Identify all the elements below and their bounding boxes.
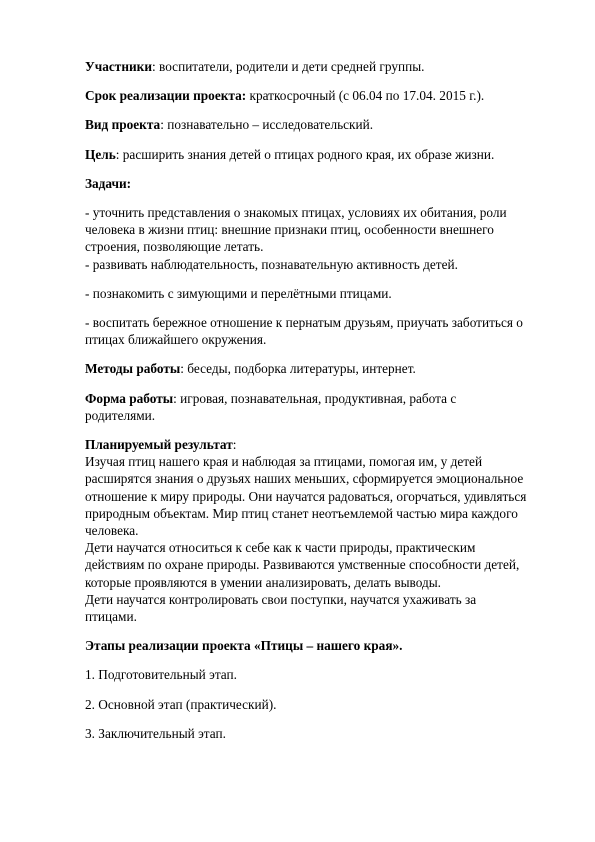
term-label: Срок реализации проекта: (85, 88, 247, 104)
task-item-1 (85, 204, 555, 256)
result-line: действиям по охране природы. Развиваются умственные способности детей, (85, 557, 520, 573)
result-label: Планируемый результат (85, 437, 233, 453)
task-item-1-line: строения, позволяющие летать. (85, 239, 264, 255)
type-label: Вид проекта (85, 117, 161, 133)
task-item-4-line: птицах ближайшего окружения. (85, 332, 267, 348)
result-line: Дети научатся контролировать свои поступки, научатся ухаживать за (85, 591, 477, 607)
result-line: человека. (85, 523, 139, 539)
term-text: краткосрочный (с 06.04 по 17.04. 2015 г.). (246, 88, 485, 104)
methods-label: Методы работы (85, 361, 181, 377)
participants-paragraph (85, 58, 555, 75)
goal-label: Цель (85, 146, 116, 162)
methods-paragraph (85, 360, 555, 377)
task-item-1-line: - уточнить представления о знакомых птицах, условиях их обитания, роли (85, 205, 507, 221)
methods-text: : беседы, подборка литературы, интернет. (180, 361, 416, 377)
result-line: птицами. (85, 609, 137, 625)
task-item-4 (85, 314, 555, 348)
stage-item: 3. Заключительный этап. (85, 725, 226, 741)
result-line: отношение к миру природы. Они научатся радоваться, огорчаться, удивляться (85, 488, 527, 504)
document-page (85, 58, 555, 742)
participants-text: : воспитатели, родители и дети средней группы. (151, 59, 425, 74)
result-line: Дети научатся относиться к себе как к части природы, практическим (85, 540, 476, 556)
participants-label: Участники (85, 59, 152, 74)
form-paragraph (85, 390, 555, 424)
task-item-3: - познакомить с зимующими и перелётными птицами. (85, 285, 392, 301)
task-item-1-line: человека в жизни птиц: внешние признаки птиц, особенности внешнего (85, 222, 494, 238)
result-label-suffix: : (232, 437, 237, 453)
task-item-2: - развивать наблюдательность, познавательную активность детей. (85, 256, 458, 272)
stages-heading: Этапы реализации проекта «Птицы – нашего края». (85, 638, 403, 654)
type-text: : познавательно – исследовательский. (160, 117, 374, 133)
result-line: которые проявляются в умении анализировать, делать выводы. (85, 574, 442, 590)
result-line: Изучая птиц нашего края и наблюдая за птицами, помогая им, у детей (85, 454, 483, 470)
form-text-line: родителями. (85, 407, 156, 423)
result-paragraph (85, 436, 555, 625)
type-paragraph (85, 116, 555, 133)
stage-item: 1. Подготовительный этап. (85, 667, 237, 683)
tasks-heading: Задачи: (85, 175, 132, 191)
term-paragraph (85, 87, 555, 104)
goal-text: : расширить знания детей о птицах родного края, их образе жизни. (115, 146, 495, 162)
form-text-line: : игровая, познавательная, продуктивная, работа с (173, 390, 457, 406)
form-label: Форма работы (85, 390, 174, 406)
stage-item: 2. Основной этап (практический). (85, 696, 277, 712)
task-item-4-line: - воспитать бережное отношение к пернатым друзьям, приучать заботиться о (85, 315, 523, 331)
goal-paragraph (85, 146, 555, 163)
result-line: природным объектам. Мир птиц станет неотъемлемой частью мира каждого (85, 505, 518, 521)
result-line: расширятся знания о друзьях наших меньших, сформируется эмоциональное (85, 471, 524, 487)
